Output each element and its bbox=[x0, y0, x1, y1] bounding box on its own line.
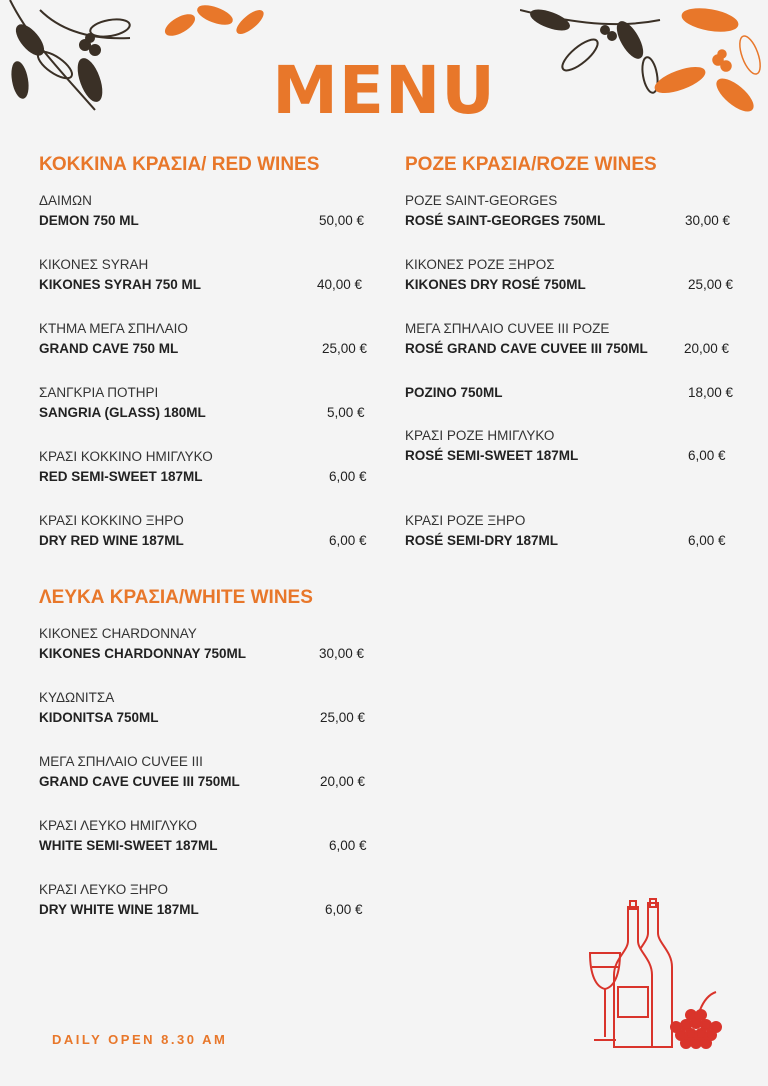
menu-item bbox=[39, 817, 379, 857]
item-price: 6,00 € bbox=[329, 533, 367, 548]
item-greek-name: ΚΤΗΜΑ ΜΕΓΑ ΣΠΗΛΑΙΟ bbox=[39, 321, 188, 336]
item-greek-name: ΜΕΓΑ ΣΠΗΛΑΙΟ CUVEE III ΡΟΖΕ bbox=[405, 321, 610, 336]
item-greek-name: ΡΟΖΕ SAINT-GEORGES bbox=[405, 193, 558, 208]
item-english-name: ROSÉ SEMI-DRY 187ML 6,00 € bbox=[405, 530, 745, 552]
menu-item bbox=[39, 512, 379, 552]
item-english-name: ROSÉ GRAND CAVE CUVEE III 750ML 20,00 € bbox=[405, 338, 745, 360]
item-greek-name: ΚΡΑΣΙ ΚΟΚΚΙΝΟ ΞΗΡΟ bbox=[39, 513, 184, 528]
item-price: 30,00 € bbox=[685, 213, 731, 228]
item-greek-name: ΚΡΑΣΙ ΛΕΥΚΟ ΗΜΙΓΛΥΚΟ bbox=[39, 818, 198, 833]
item-greek-name: ΔΑΙΜΩΝ bbox=[39, 193, 92, 208]
item-english-name: WHITE SEMI-SWEET 187ML 6,00 € bbox=[39, 835, 379, 857]
item-greek-name: ΚΡΑΣΙ ΡΟΖΕ ΗΜΙΓΛΥΚΟ bbox=[405, 428, 555, 443]
menu-item bbox=[405, 192, 745, 232]
item-english-name: RED SEMI-SWEET 187ML 6,00 € bbox=[39, 466, 379, 488]
page-title: MENU bbox=[272, 52, 496, 129]
item-greek-name: ΚΡΑΣΙ ΛΕΥΚΟ ΞΗΡΟ bbox=[39, 882, 169, 897]
menu-item bbox=[39, 753, 379, 793]
item-price: 18,00 € bbox=[688, 385, 734, 400]
item-english-name: ΡΟΖΙΝΟ 750ML 18,00 € bbox=[405, 382, 745, 404]
item-price: 25,00 € bbox=[322, 341, 368, 356]
wine-bottles-glass-grapes-icon bbox=[580, 895, 740, 1055]
item-english-name: KIKONES SYRAH 750 ML 40,00 € bbox=[39, 274, 379, 296]
item-price: 6,00 € bbox=[325, 902, 363, 917]
menu-item bbox=[39, 256, 379, 296]
item-price: 20,00 € bbox=[320, 774, 366, 789]
item-greek-name: ΜΕΓΑ ΣΠΗΛΑΙΟ CUVEE III bbox=[39, 754, 203, 769]
menu-item bbox=[39, 384, 379, 424]
menu-item bbox=[405, 427, 745, 467]
item-price: 6,00 € bbox=[329, 469, 367, 484]
menu-item bbox=[39, 320, 379, 360]
item-english-name: ROSÉ SAINT-GEORGES 750ML 30,00 € bbox=[405, 210, 745, 232]
item-greek-name: ΚΥΔΩΝΙΤΣΑ bbox=[39, 690, 115, 705]
item-english-name: ROSÉ SEMI-SWEET 187ML 6,00 € bbox=[405, 445, 745, 467]
menu-item bbox=[39, 625, 379, 665]
item-greek-name: ΚΡΑΣΙ ΚΟΚΚΙΝΟ ΗΜΙΓΛΥΚΟ bbox=[39, 449, 213, 464]
item-greek-name: ΣΑΝΓΚΡΙΑ ΠΟΤΗΡΙ bbox=[39, 385, 159, 400]
section-title-rose: ΡΟΖΕ ΚΡΑΣΙΑ/ROZE WINES bbox=[405, 154, 657, 175]
item-greek-name: ΚΙΚΟΝΕΣ SYRAH bbox=[39, 257, 149, 272]
menu-item bbox=[39, 881, 379, 921]
menu-item bbox=[405, 512, 745, 552]
menu-item bbox=[39, 689, 379, 729]
item-english-name: KIKONES CHARDONNAY 750ML 30,00 € bbox=[39, 643, 379, 665]
section-title-white: ΛΕΥΚΑ ΚΡΑΣΙΑ/WHITE WINES bbox=[39, 587, 313, 608]
item-english-name: KIDONITSA 750ML 25,00 € bbox=[39, 707, 379, 729]
item-price: 5,00 € bbox=[327, 405, 365, 420]
item-price: 6,00 € bbox=[688, 448, 726, 463]
coffee-branch-orange-icon bbox=[160, 0, 270, 50]
item-greek-name: ΚΙΚΟΝΕΣ CHARDONNAY bbox=[39, 626, 197, 641]
item-price: 25,00 € bbox=[688, 277, 734, 292]
item-price: 50,00 € bbox=[319, 213, 365, 228]
item-english-name: DRY RED WINE 187ML 6,00 € bbox=[39, 530, 379, 552]
item-english-name: KIKONES DRY ROSÉ 750ML 25,00 € bbox=[405, 274, 745, 296]
item-english-name: DEMON 750 ML 50,00 € bbox=[39, 210, 379, 232]
menu-item bbox=[405, 382, 745, 404]
item-english-name: SANGRIA (GLASS) 180ML 5,00 € bbox=[39, 402, 379, 424]
item-price: 30,00 € bbox=[319, 646, 365, 661]
menu-item bbox=[405, 256, 745, 296]
item-price: 6,00 € bbox=[329, 838, 367, 853]
item-greek-name: ΚΡΑΣΙ ΡΟΖΕ ΞΗΡΟ bbox=[405, 513, 526, 528]
section-title-red: ΚΟΚΚΙΝΑ ΚΡΑΣΙΑ/ RED WINES bbox=[39, 154, 320, 175]
item-english-name: DRY WHITE WINE 187ML 6,00 € bbox=[39, 899, 379, 921]
item-price: 40,00 € bbox=[317, 277, 363, 292]
menu-item bbox=[405, 320, 745, 360]
menu-item bbox=[39, 448, 379, 488]
item-english-name: GRAND CAVE CUVEE III 750ML 20,00 € bbox=[39, 771, 379, 793]
item-price: 6,00 € bbox=[688, 533, 726, 548]
item-price: 25,00 € bbox=[320, 710, 366, 725]
item-price: 20,00 € bbox=[684, 341, 730, 356]
item-greek-name: ΚΙΚΟΝΕΣ ΡΟΖΕ ΞΗΡΟΣ bbox=[405, 257, 555, 272]
item-english-name: GRAND CAVE 750 ML 25,00 € bbox=[39, 338, 379, 360]
menu-item bbox=[39, 192, 379, 232]
opening-hours: DAILY OPEN 8.30 AM bbox=[52, 1032, 228, 1047]
